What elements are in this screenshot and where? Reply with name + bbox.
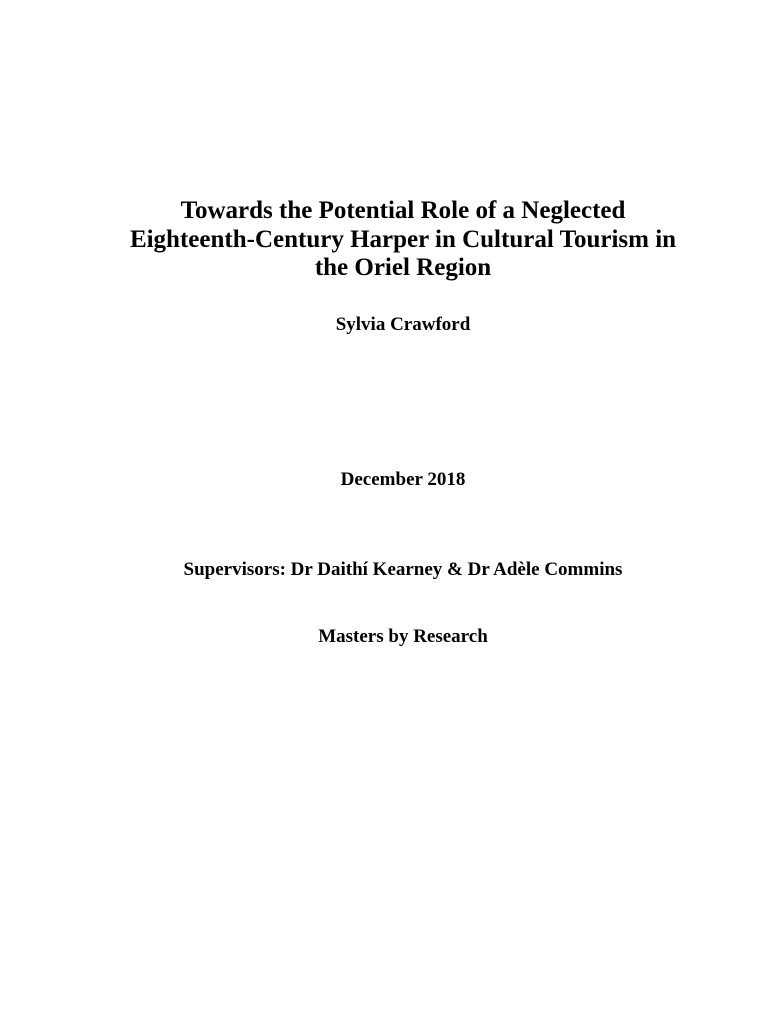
thesis-title-line-2: Eighteenth-Century Harper in Cultural Tourism in: [129, 226, 677, 253]
supervisors-line: Supervisors: Dr Daithí Kearney & Dr Adèle Commins: [183, 559, 623, 580]
author-name: Sylvia Crawford: [335, 314, 471, 335]
thesis-title-line-3: the Oriel Region: [314, 254, 492, 281]
degree-type: Masters by Research: [318, 626, 488, 647]
thesis-title-line-1: Towards the Potential Role of a Neglected: [180, 197, 626, 224]
submission-date: December 2018: [340, 469, 466, 490]
